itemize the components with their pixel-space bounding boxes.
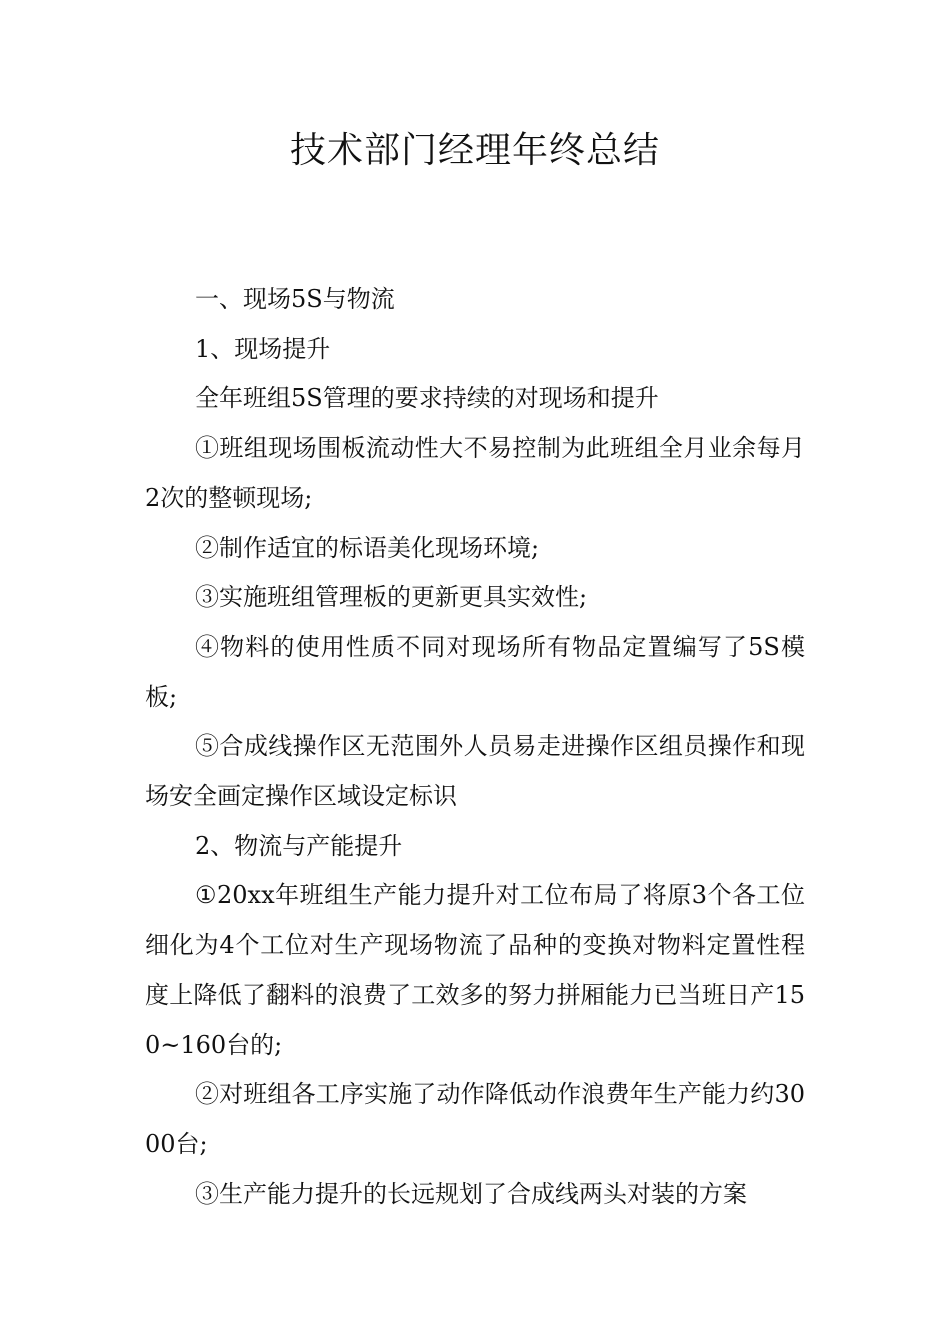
subheading-logistics-capacity: 2、物流与产能提升	[195, 831, 403, 860]
list-item-4: ④物料的使用性质不同对现场所有物品定置编写了5S模板;	[145, 632, 805, 711]
capacity-item-2: ②对班组各工序实施了动作降低动作浪费年生产能力约3000台;	[145, 1080, 805, 1158]
paragraph-5s-management: 全年班组5S管理的要求持续的对现场和提升	[195, 384, 659, 413]
document-title: 技术部门经理年终总结	[289, 130, 660, 171]
section-heading-site-5s-logistics: 一、现场5S与物流	[195, 285, 395, 313]
list-item-1: ①班组现场围板流动性大不易控制为此班组全月业余每月2次的整顿现场;	[145, 434, 805, 512]
capacity-item-3: ③生产能力提升的长远规划了合成线两头对装的方案	[195, 1179, 747, 1208]
list-item-5: ⑤合成线操作区无范围外人员易走进操作区组员操作和现场安全画定操作区域设定标识	[145, 732, 805, 811]
subheading-site-improvement: 1、现场提升	[195, 334, 331, 363]
list-item-2: ②制作适宜的标语美化现场环境;	[195, 533, 540, 562]
capacity-item-1: ①20xx年班组生产能力提升对工位布局了将原3个各工位细化为4个工位对生产现场物流了品种的变换对物料定置性程度上降低了翻料的浪费了工效多的努力拼厢能力已当班日产150~160台的;	[145, 881, 805, 1059]
list-item-3: ③实施班组管理板的更新更具实效性;	[195, 583, 588, 612]
document-body	[145, 275, 805, 1219]
